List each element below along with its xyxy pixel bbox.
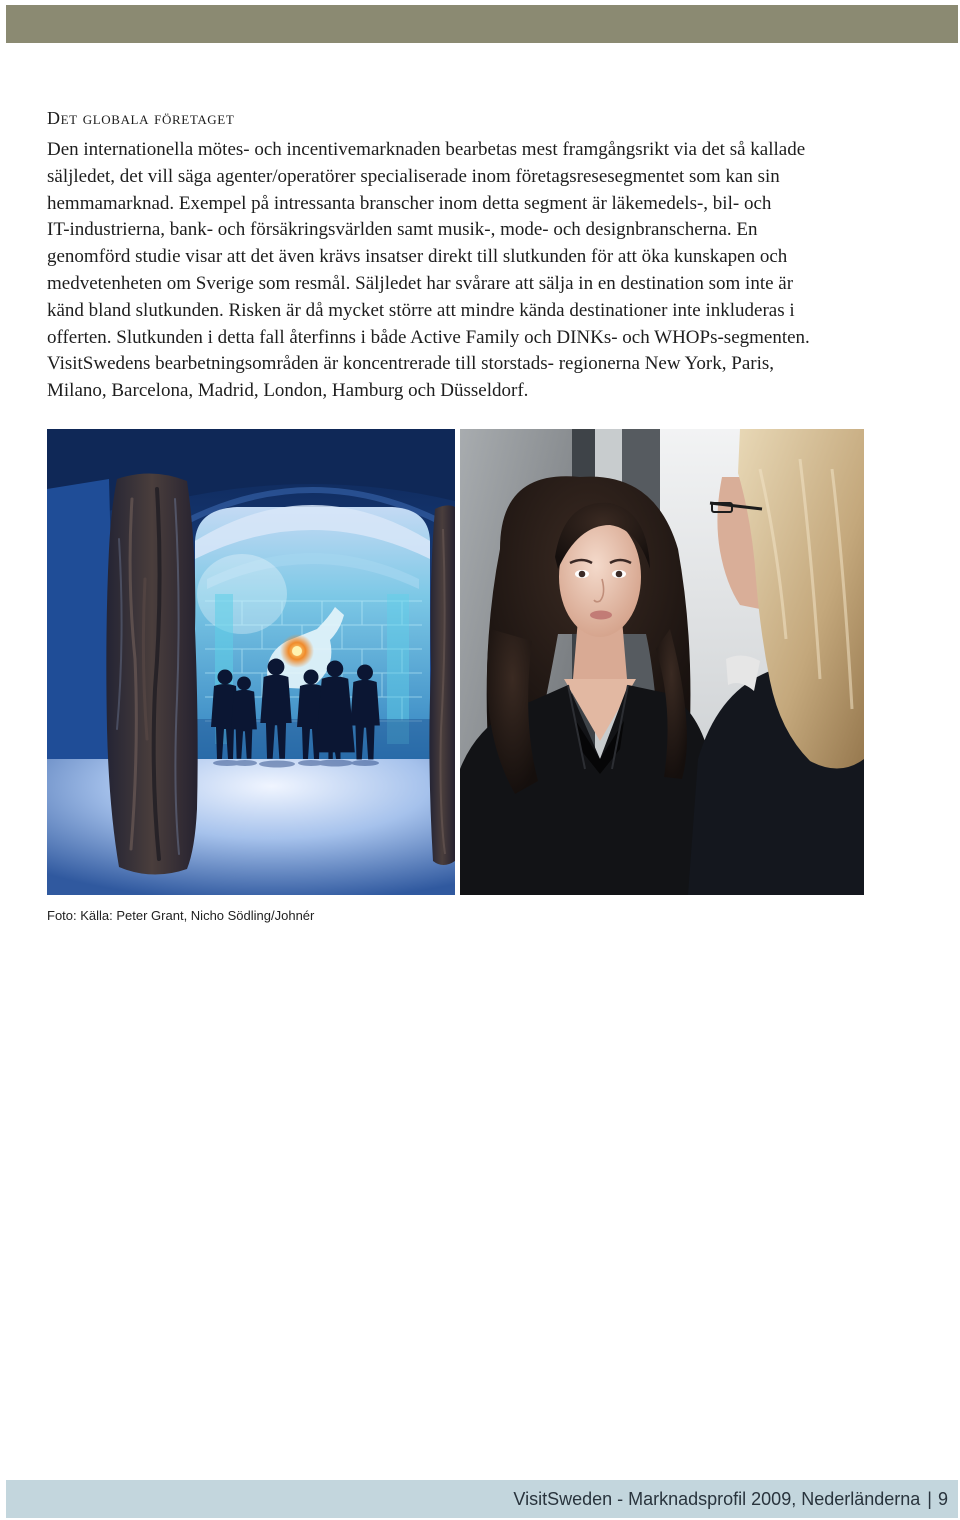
section-heading: Det globala företaget [47,108,235,128]
body-paragraph [47,137,810,405]
paragraph-line: känd bland slutkunden. Risken är då mycket större att mindre kända destinationer inte inkluderas i [47,299,795,321]
ice-hall-illustration [47,429,455,895]
paragraph-line: VisitSwedens bearbetningsområden är koncentrerade till storstads- regionerna New York, Paris, [47,353,775,375]
paragraph-line: Milano, Barcelona, Madrid, London, Hamburg och Düsseldorf. [47,380,529,402]
footer-text [513,1480,948,1518]
fur-curtain-left [106,473,197,874]
paragraph-line: hemmamarknad. Exempel på intressanta branscher inom detta segment är läkemedels-, bil- och [47,192,772,214]
header-bar [6,5,958,43]
fur-curtain-right [429,505,455,865]
footer-title: VisitSweden - Marknadsprofil 2009, Nederländerna [513,1488,921,1509]
paragraph-line: genomförd studie visar att det även krävs insatser direkt till slutkunden för att öka kunskapen och [47,246,788,268]
snow-floor [47,759,455,895]
page-number: 9 [937,1488,948,1509]
footer-separator: | [927,1488,932,1509]
conversation-photo [460,429,864,895]
paragraph-line: säljledet, det vill säga agenter/operatörer specialiserade inom företagsresesegmentet som kan sin [47,165,780,187]
paragraph-line: IT-industrierna, bank- och försäkringsvärlden samt musik-, mode- och designbranscherna. En [47,219,758,241]
paragraph-line: Den internationella mötes- och incentivemarknaden bearbetas mest framgångsrikt via det så kallade [47,139,806,160]
ice-hall-photo [47,429,455,895]
footer-bar [6,1480,958,1518]
paragraph-line: medvetenheten om Sverige som resmål. Säljledet har svårare att sälja in en destination som inte är [47,272,794,294]
paragraph-line: offerten. Slutkunden i detta fall återfinns i både Active Family och DINKs- och WHOPs-segmenten. [47,326,810,348]
photo-caption: Foto: Källa: Peter Grant, Nicho Södling/Johnér [47,908,315,923]
conversation-illustration [460,429,864,895]
